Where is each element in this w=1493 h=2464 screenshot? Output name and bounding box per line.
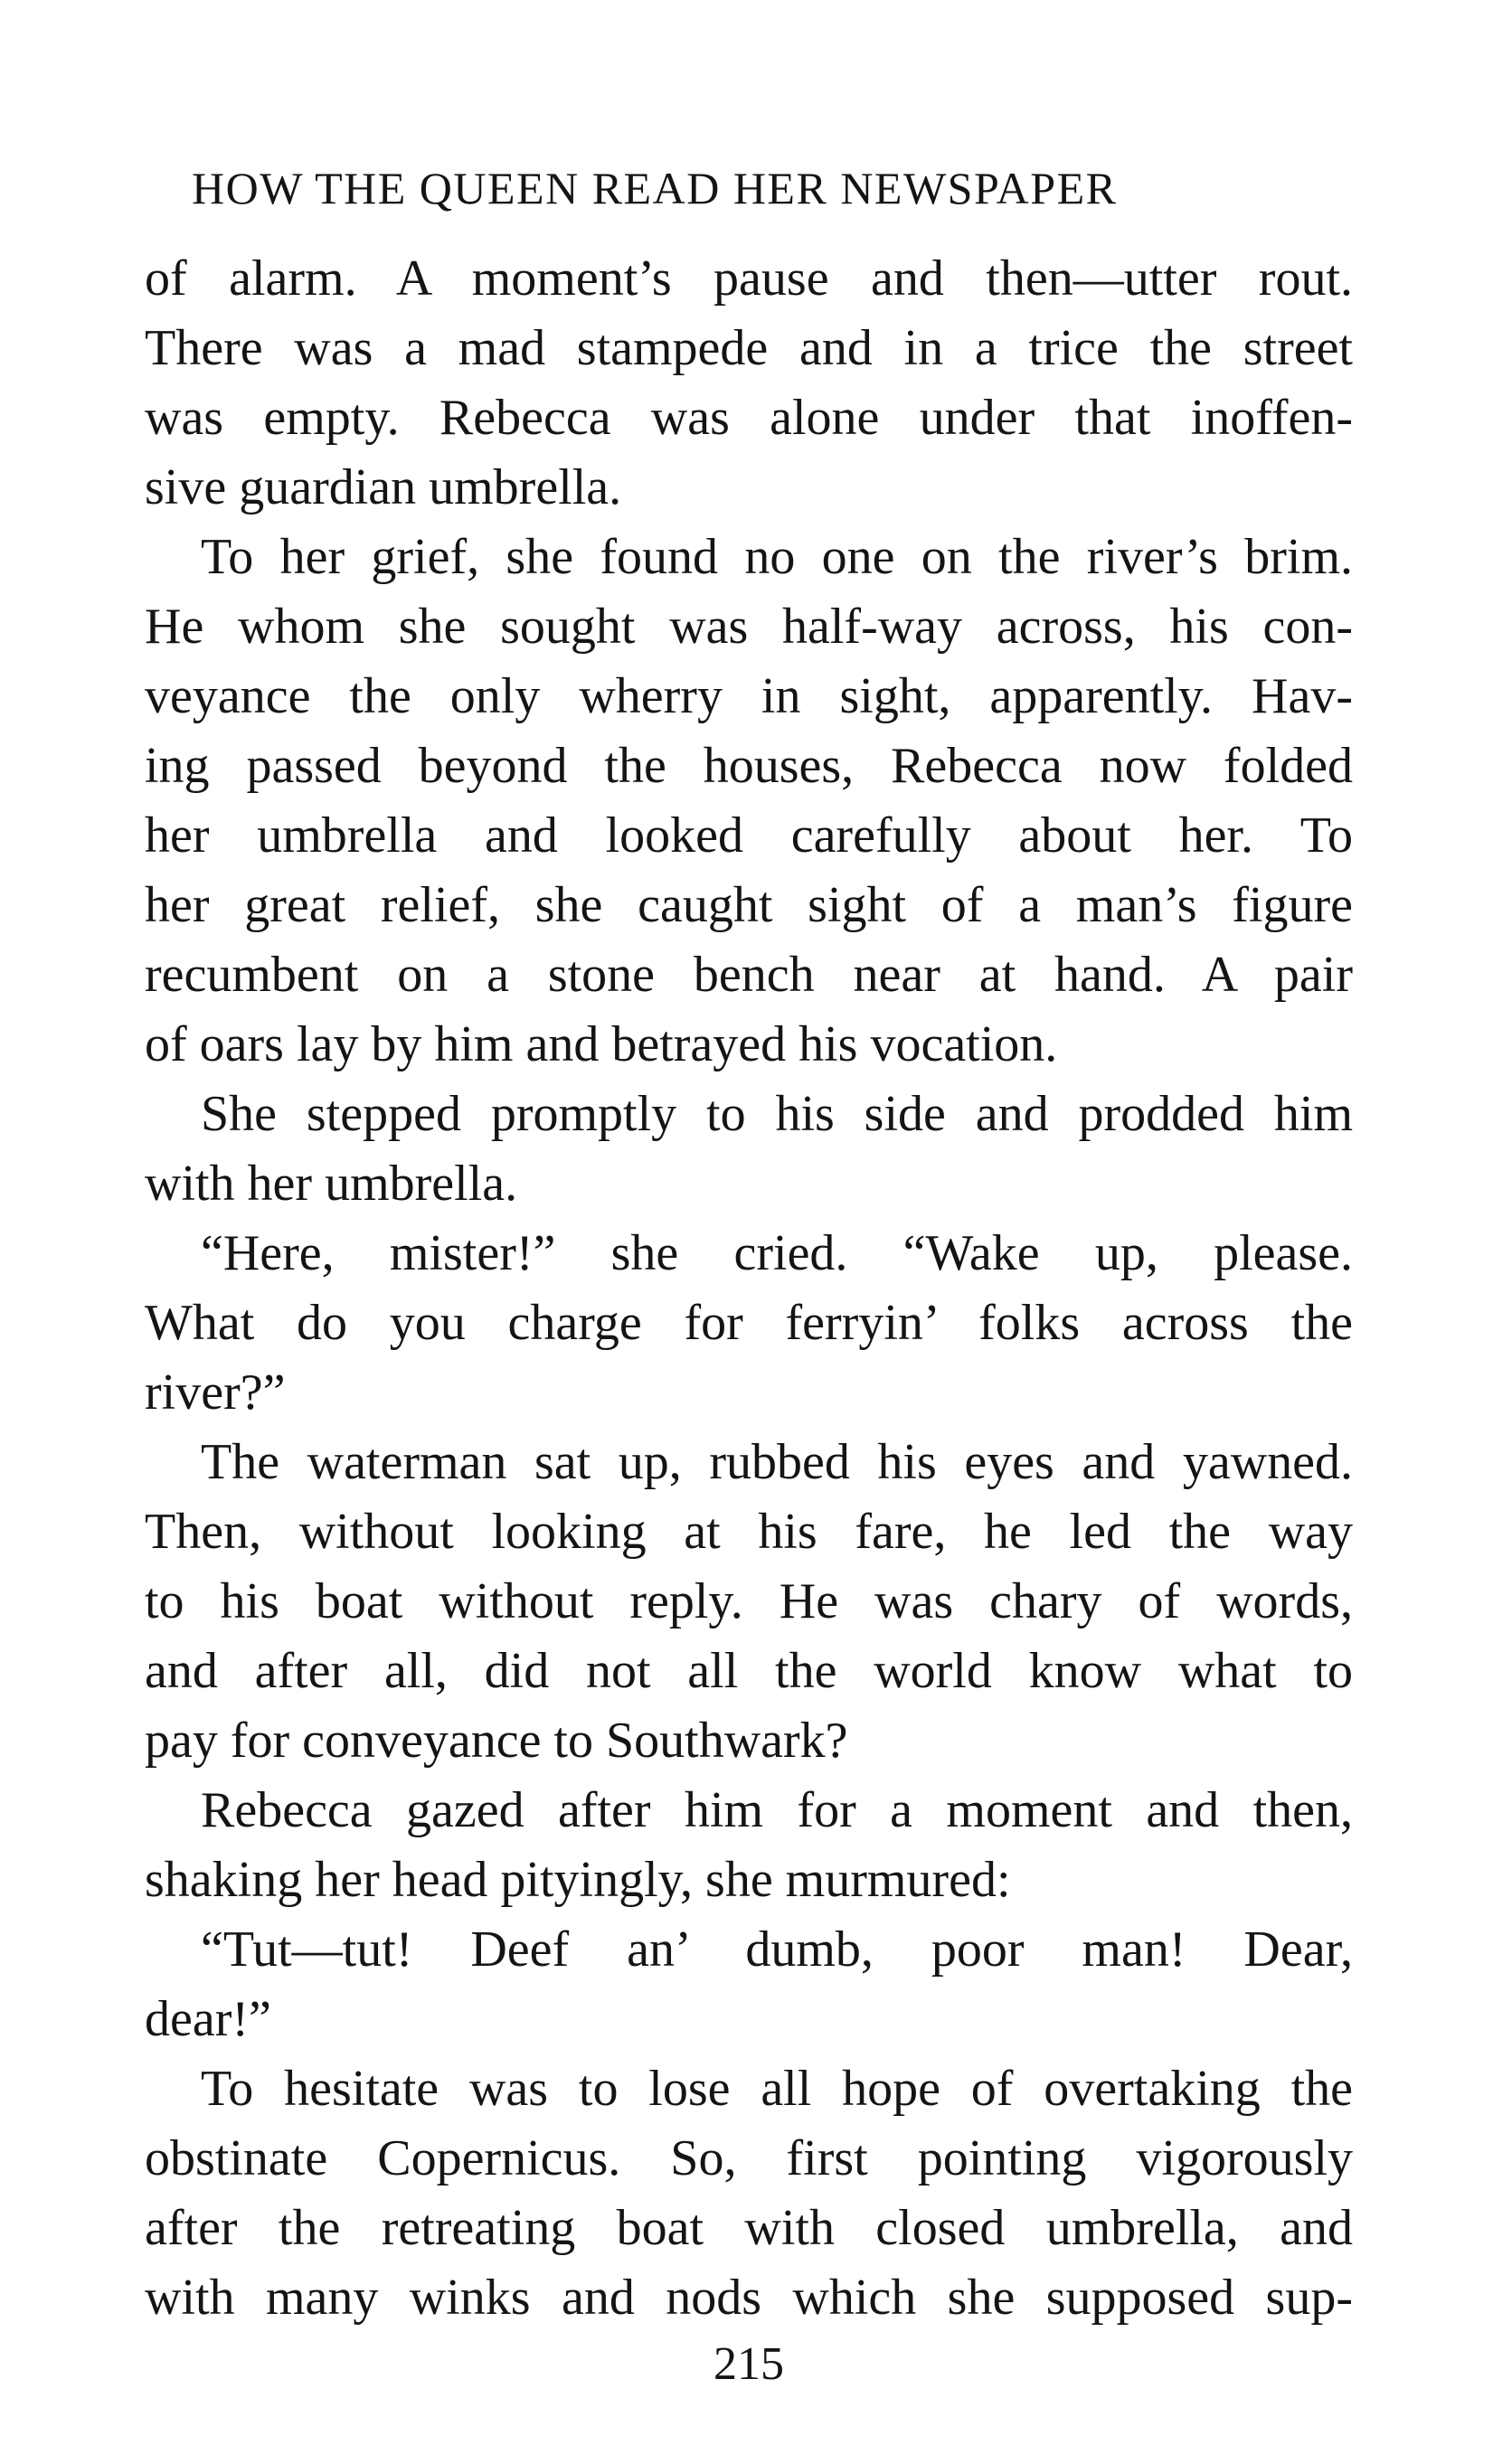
book-page [145,0,1353,2464]
text-line: He whom she sought was half-way across, his con- [145,599,1353,655]
text-line: “Tut—tut! Deef an’ dumb, poor man! Dear, [201,1921,1353,1978]
text-line: “Here, mister!” she cried. “Wake up, please. [201,1225,1353,1281]
text-line: was empty. Rebecca was alone under that inoffen- [145,390,1353,446]
text-line: and after all, did not all the world know what to [145,1643,1353,1699]
page-number: 215 [713,2338,784,2390]
text-line: her great relief, she caught sight of a man’s figure [145,877,1353,933]
text-line: veyance the only wherry in sight, apparently. Hav- [145,668,1353,724]
text-line: ing passed beyond the houses, Rebecca now folded [145,738,1353,794]
text-line: To hesitate was to lose all hope of overtaking the [201,2061,1353,2117]
text-line: with many winks and nods which she supposed sup- [145,2270,1353,2326]
text-line: Rebecca gazed after him for a moment and then, [201,1782,1353,1838]
text-line: To her grief, she found no one on the river’s brim. [201,529,1353,585]
text-line: obstinate Copernicus. So, first pointing vigorously [145,2130,1353,2186]
text-line: recumbent on a stone bench near at hand. A pair [145,947,1353,1003]
text-line: shaking her head pityingly, she murmured: [145,1852,1011,1908]
text-line: dear!” [145,1991,271,2047]
text-line: She stepped promptly to his side and prodded him [201,1086,1353,1142]
text-line: sive guardian umbrella. [145,459,622,515]
text-line: pay for conveyance to Southwark? [145,1713,848,1769]
running-head: HOW THE QUEEN READ HER NEWSPAPER [192,163,1118,213]
text-line: of alarm. A moment’s pause and then—utter rout. [145,250,1353,307]
text-line: of oars lay by him and betrayed his vocation. [145,1016,1058,1072]
text-line: What do you charge for ferryin’ folks across the [145,1295,1353,1351]
text-line: to his boat without reply. He was chary of words, [145,1573,1353,1629]
text-line: with her umbrella. [145,1156,518,1212]
text-line: after the retreating boat with closed umbrella, and [145,2200,1353,2256]
text-line: Then, without looking at his fare, he led the way [145,1504,1353,1560]
text-line: The waterman sat up, rubbed his eyes and yawned. [201,1434,1353,1490]
text-line: her umbrella and looked carefully about her. To [145,807,1353,864]
body-text [145,244,1353,2333]
text-line: There was a mad stampede and in a trice the street [145,320,1353,376]
text-line: river?” [145,1364,286,1421]
